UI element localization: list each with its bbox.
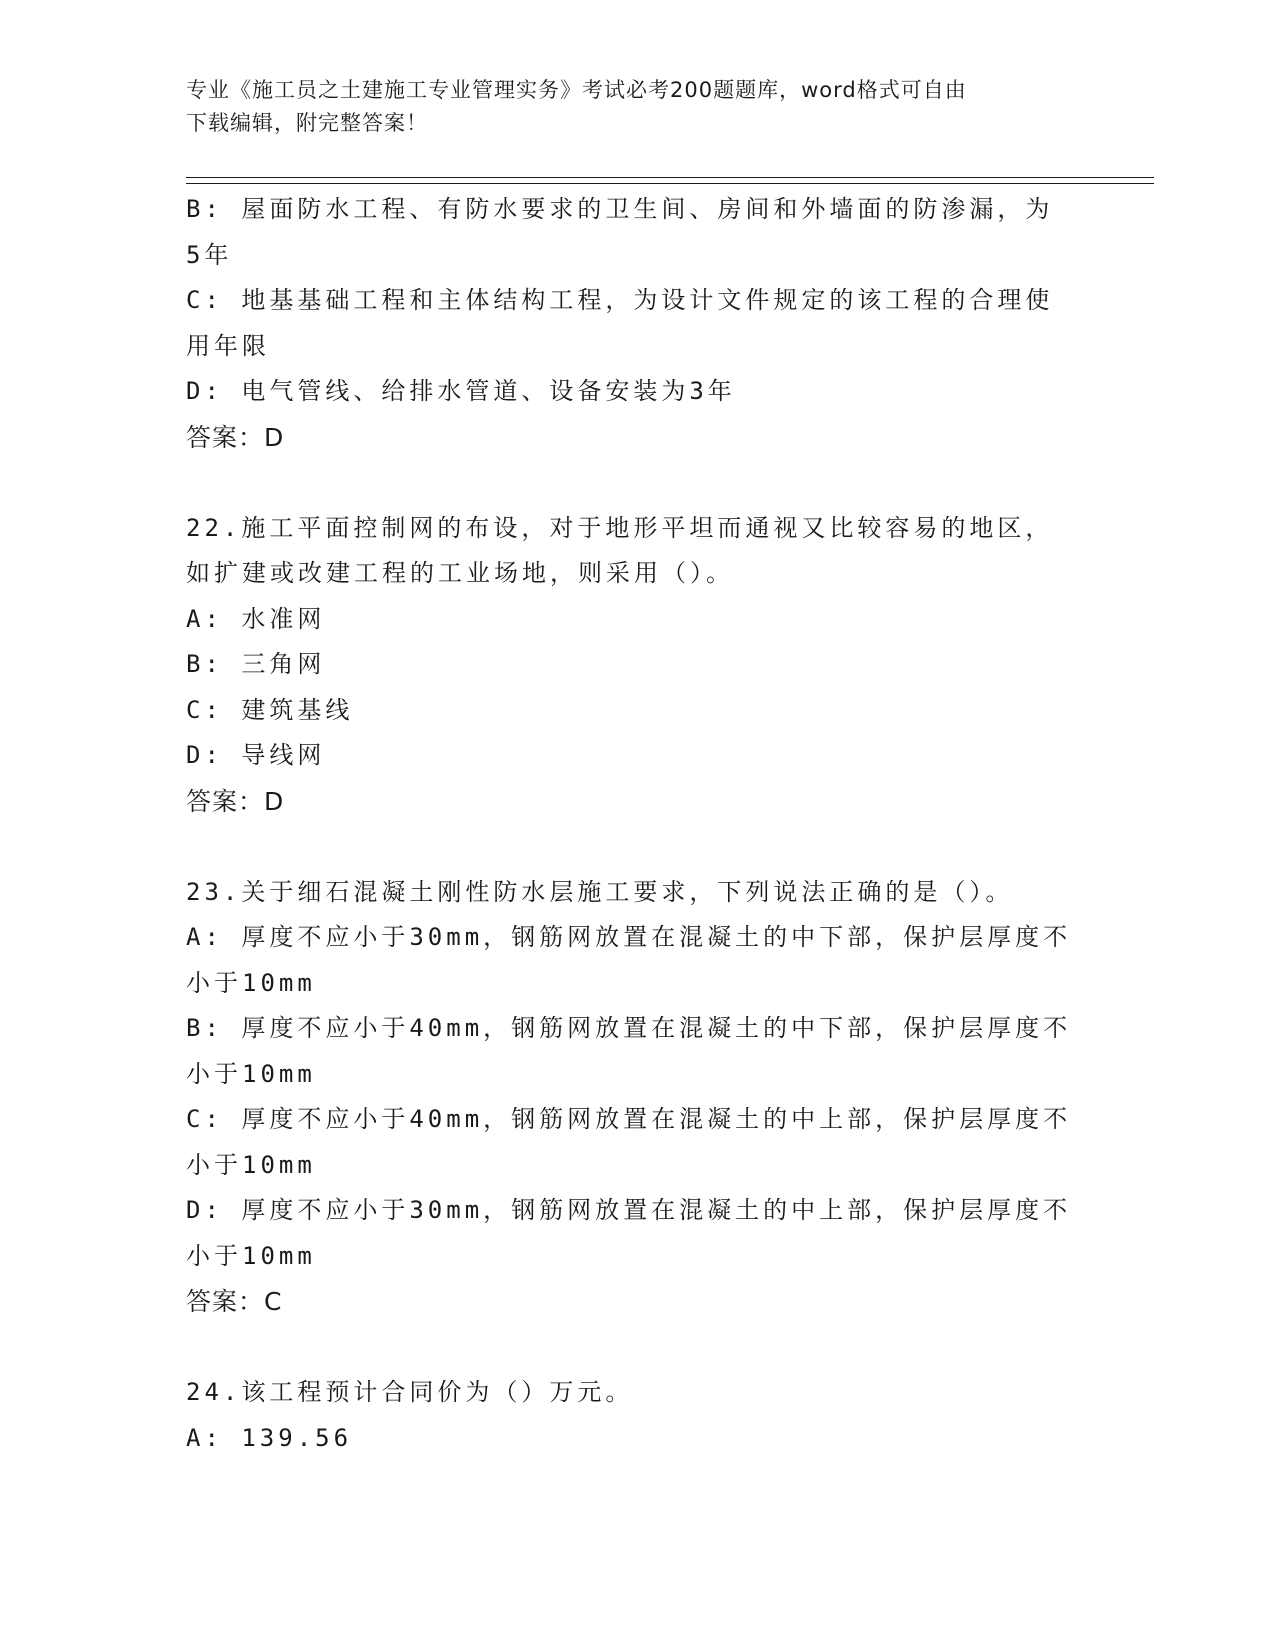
q21-option-b-line-1: B: 屋面防水工程、有防水要求的卫生间、房间和外墙面的防渗漏，为 <box>186 195 1054 223</box>
q22-option-b: B: 三角网 <box>186 650 326 678</box>
header-line-2: 下载编辑，附完整答案！ <box>186 111 428 135</box>
header-line-1: 专业《施工员之土建施工专业管理实务》考试必考200题题库，word格式可自由 <box>186 78 967 102</box>
q23-option-c-line-2: 小于10mm <box>186 1150 316 1179</box>
q21-option-d: D: 电气管线、给排水管道、设备安装为3年 <box>186 377 736 405</box>
q22-option-d: D: 导线网 <box>186 741 326 769</box>
q22-option-c: C: 建筑基线 <box>186 695 354 724</box>
q21-answer: 答案：D <box>186 422 285 452</box>
q21-option-c-line-2: 用年限 <box>186 331 270 360</box>
q22-option-a: A: 水准网 <box>186 604 326 633</box>
q22-stem-line-2: 如扩建或改建工程的工业场地，则采用（）。 <box>186 559 734 587</box>
document-header <box>186 74 1086 140</box>
spacer <box>186 824 1086 870</box>
q23-answer: 答案：C <box>186 1287 283 1316</box>
q23-option-d-line-2: 小于10mm <box>186 1241 316 1270</box>
q23-option-b-line-2: 小于10mm <box>186 1059 316 1088</box>
q21-option-c-line-1: C: 地基基础工程和主体结构工程，为设计文件规定的该工程的合理使 <box>186 286 1054 314</box>
header-divider-bottom <box>186 183 1154 184</box>
header-divider-top <box>186 177 1154 178</box>
q23-option-b-line-1: B: 厚度不应小于40mm，钢筋网放置在混凝土的中下部，保护层厚度不 <box>186 1014 1072 1042</box>
q22-stem-line-1: 22.施工平面控制网的布设，对于地形平坦而通视又比较容易的地区， <box>186 513 1054 542</box>
q23-option-a-line-2: 小于10mm <box>186 968 316 997</box>
q24-option-a: A: 139.56 <box>186 1423 353 1452</box>
q21-option-b-line-2: 5年 <box>186 240 233 269</box>
spacer <box>186 1325 1086 1371</box>
question-content <box>186 187 1086 1461</box>
q23-stem: 23.关于细石混凝土刚性防水层施工要求，下列说法正确的是（）。 <box>186 877 1014 906</box>
q23-option-a-line-1: A: 厚度不应小于30mm，钢筋网放置在混凝土的中下部，保护层厚度不 <box>186 923 1072 951</box>
spacer <box>186 460 1086 506</box>
q23-option-d-line-1: D: 厚度不应小于30mm，钢筋网放置在混凝土的中上部，保护层厚度不 <box>186 1196 1072 1224</box>
q24-stem: 24.该工程预计合同价为（）万元。 <box>186 1378 634 1406</box>
q23-option-c-line-1: C: 厚度不应小于40mm，钢筋网放置在混凝土的中上部，保护层厚度不 <box>186 1105 1072 1133</box>
q22-answer: 答案：D <box>186 786 285 816</box>
